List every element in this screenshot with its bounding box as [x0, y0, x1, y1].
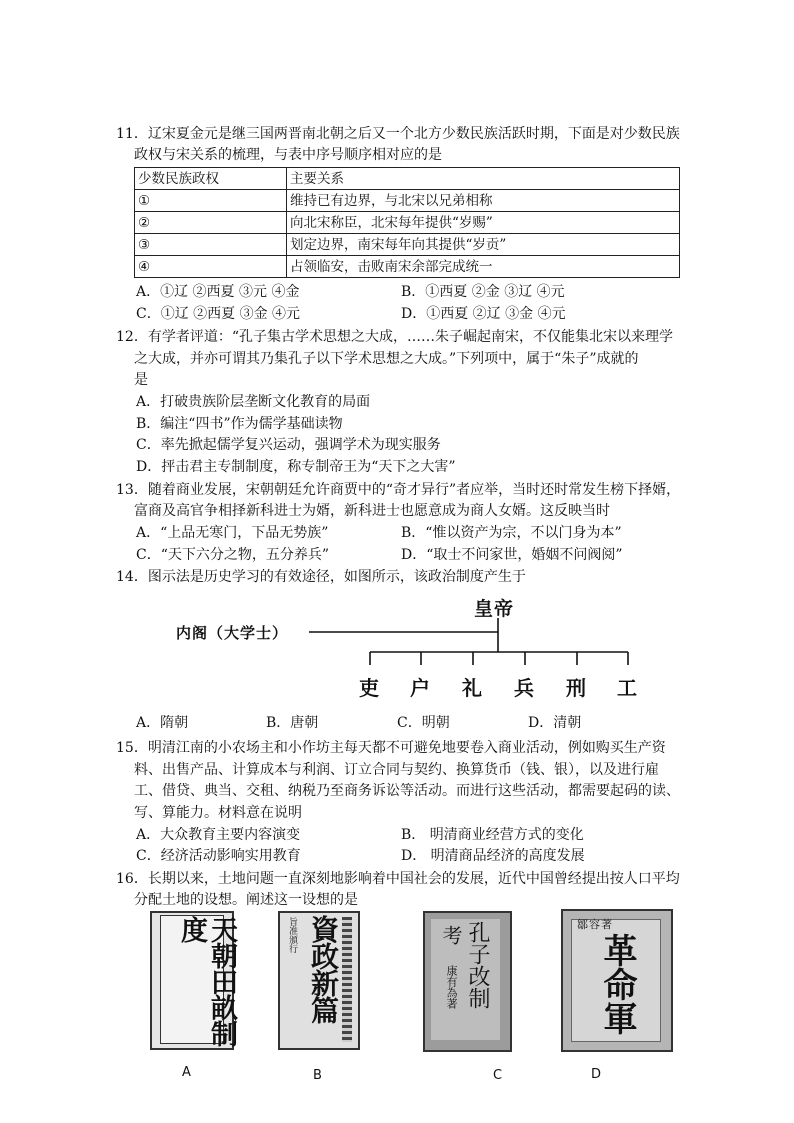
table-row — [135, 190, 680, 212]
book-a-caption: A — [182, 1065, 191, 1080]
book-b-side-text: 旨准頒行 — [287, 917, 297, 953]
table-row — [135, 212, 680, 234]
q13-stem-line2: 富商及高官争相择新科进士为婿，新科进士也愿意成为商人女婿。这反映当时 — [134, 503, 610, 519]
q11-option-c[interactable]: C．①辽 ②西夏 ③金 ④元 — [136, 306, 301, 322]
q13-option-b[interactable]: B．“惟以资产为宗，不以门身为本” — [401, 525, 622, 541]
diagram-ministry-label: 刑 — [566, 676, 587, 700]
table-cell: 划定边界，南宋每年向其提供“岁贡” — [287, 234, 680, 256]
q12-stem-line2: 之大成，并亦可谓其乃集孔子以下学术思想之大成。”下列项中，属于“朱子”成就的 — [134, 351, 639, 367]
book-c-author: 康有為著 — [445, 965, 458, 1009]
book-cover-b[interactable] — [278, 911, 360, 1050]
table-header-cell: 主要关系 — [287, 168, 680, 190]
q15-option-b[interactable]: B． 明清商业经营方式的变化 — [401, 827, 584, 843]
book-cover-c[interactable] — [423, 911, 512, 1052]
book-c-title: 孔子改制 — [465, 921, 490, 1009]
book-d-title: 革命軍 — [597, 933, 637, 1035]
q12-option-d[interactable]: D．抨击君主专制制度，称专制帝王为“天下之大害” — [136, 459, 456, 475]
q12-stem-line1: 12．有学者评道：“孔子集古学术思想之大成，……朱子崛起南宋，不仅能集北宋以来理学 — [116, 329, 673, 345]
table-cell: ① — [135, 190, 287, 212]
book-a-title: 天朝田畝制度 — [176, 916, 237, 1046]
q11-option-b[interactable]: B．①西夏 ②金 ③辽 ④元 — [401, 284, 565, 300]
q14-option-a[interactable]: A．隋朝 — [136, 715, 189, 731]
book-c-caption: C — [493, 1068, 503, 1083]
table-cell: ③ — [135, 234, 287, 256]
table-row — [135, 256, 680, 278]
diagram-ministry-label: 礼 — [462, 676, 483, 700]
q11-stem-line1: 11．辽宋夏金元是继三国两晋南北朝之后又一个北方少数民族活跃时期，下面是对少数民族 — [116, 126, 680, 142]
q14-stem: 14．图示法是历史学习的有效途径，如图所示，该政治制度产生于 — [116, 569, 526, 585]
q15-stem-line2: 料、出售产品、计算成本与利润、订立合同与契约、换算货币（钱、银），以及进行雇 — [134, 762, 659, 778]
q13-option-c[interactable]: C．“天下六分之物，五分养兵” — [136, 547, 330, 563]
q14-option-b[interactable]: B．唐朝 — [266, 715, 319, 731]
q11-table — [134, 167, 680, 278]
book-d-caption: D — [591, 1067, 602, 1082]
q13-stem-line1: 13．随着商业发展，宋朝朝廷允许商贾中的“奇才异行”者应举，当时还时常发生榜下择婿， — [116, 482, 681, 498]
book-cover-d[interactable] — [561, 909, 673, 1052]
table-cell: ② — [135, 212, 287, 234]
q15-stem-line4: 写、算能力。材料意在说明 — [134, 805, 302, 821]
diagram-ministry-label: 兵 — [514, 676, 535, 700]
book-b-caption: B — [313, 1068, 322, 1083]
book-b-side-pattern — [342, 917, 352, 1042]
q11-option-a[interactable]: A．①辽 ②西夏 ③元 ④金 — [136, 284, 300, 300]
q11-option-d[interactable]: D．①西夏 ②辽 ③金 ④元 — [401, 306, 566, 322]
q13-option-a[interactable]: A．“上品无寒门，下品无势族” — [136, 525, 329, 541]
book-d-top-text: 鄒容著 — [577, 918, 613, 931]
q12-option-b[interactable]: B．编注“四书”作为儒学基础读物 — [136, 416, 343, 432]
book-c-side-text: 考 — [439, 925, 463, 945]
diagram-ministry-label: 工 — [617, 676, 638, 700]
diagram-emperor-label: 皇帝 — [474, 598, 515, 620]
diagram-ministry-label: 户 — [410, 676, 431, 700]
diagram-ministry-label: 吏 — [359, 676, 380, 700]
q15-option-c[interactable]: C．经济活动影响实用教育 — [136, 848, 301, 864]
table-cell: 占领临安，击败南宋余部完成统一 — [287, 256, 680, 278]
q12-stem-line3: 是 — [134, 372, 148, 388]
table-header-cell: 少数民族政权 — [135, 168, 287, 190]
q14-option-d[interactable]: D．清朝 — [528, 715, 582, 731]
q13-option-d[interactable]: D．“取士不问家世，婚姻不问阀阅” — [401, 547, 623, 563]
q14-option-c[interactable]: C．明朝 — [397, 715, 450, 731]
q15-stem-line1: 15．明清江南的小农场主和小作坊主每天都不可避免地要卷入商业活动，例如购买生产资 — [116, 740, 666, 756]
table-header-row — [135, 168, 680, 190]
book-cover-a[interactable] — [150, 911, 237, 1050]
q12-option-a[interactable]: A．打破贵族阶层垄断文化教育的局面 — [136, 394, 371, 410]
q16-stem-line2: 分配土地的设想。阐述这一设想的是 — [134, 892, 358, 908]
table-cell: 维持已有边界，与北宋以兄弟相称 — [287, 190, 680, 212]
table-cell: ④ — [135, 256, 287, 278]
q15-option-a[interactable]: A．大众教育主要内容演变 — [136, 827, 301, 843]
q15-option-d[interactable]: D． 明清商品经济的高度发展 — [401, 848, 585, 864]
q11-stem-line2: 政权与宋关系的梳理，与表中序号顺序相对应的是 — [134, 147, 442, 163]
book-b-title: 資政新篇 — [307, 915, 340, 1023]
q15-stem-line3: 工、借贷、典当、交租、纳税乃至商务诉讼等活动。而进行这些活动，都需要起码的读、 — [134, 783, 680, 799]
table-cell: 向北宋称臣，北宋每年提供“岁赐” — [287, 212, 680, 234]
q12-option-c[interactable]: C．率先掀起儒学复兴运动，强调学术为现实服务 — [136, 437, 441, 453]
table-row — [135, 234, 680, 256]
q16-stem-line1: 16．长期以来，土地问题一直深刻地影响着中国社会的发展，近代中国曾经提出按人口平均 — [116, 871, 680, 887]
diagram-cabinet-label: 内阁（大学士） — [176, 624, 289, 642]
